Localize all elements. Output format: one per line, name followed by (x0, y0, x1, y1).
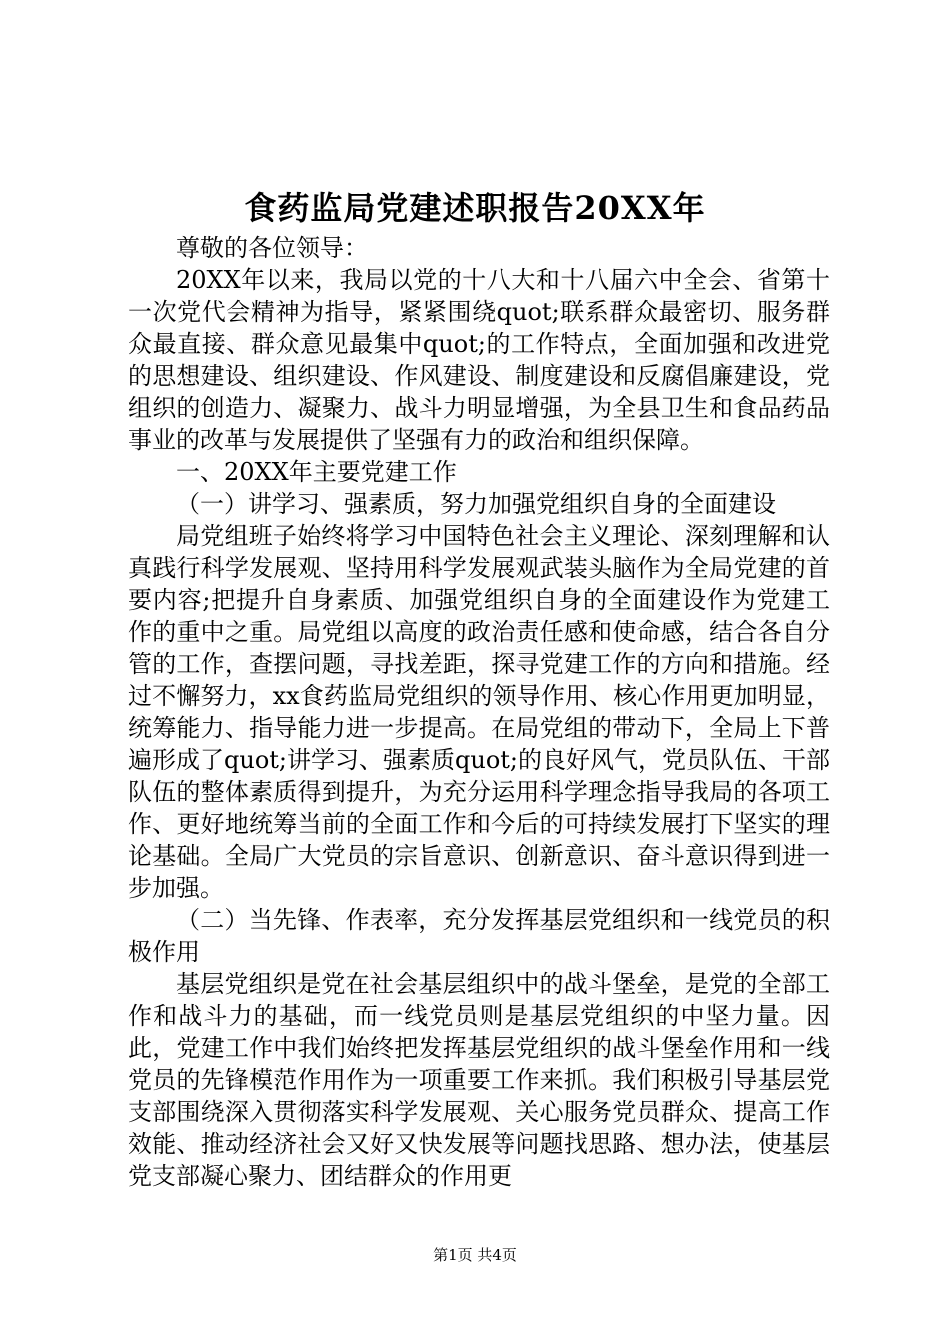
page-footer: 第1页 共4页 (433, 1246, 517, 1264)
document-body (128, 232, 830, 1192)
section-heading: 一、20XX年主要党建工作 (176, 458, 457, 486)
document-title: 食药监局党建述职报告20XX年 (244, 189, 706, 227)
intro-paragraph: 20XX年以来，我局以党的十八大和十八届六中全会、省第十一次党代会精神为指导，紧紧围绕quot;联系群众最密切、服务群众最直接、群众意见最集中quot;的工作特点，全面加强和改进党的思想建设、组织建设、作风建设、制度建设和反腐倡廉建设，党组织的创造力、凝聚力、战斗力明显增强，为全县卫生和食品药品事业的改革与发展提供了坚强有力的政治和组织保障。 (128, 266, 830, 454)
salutation-paragraph: 尊敬的各位领导： (176, 234, 368, 262)
subsection-heading-1: （一）讲学习、强素质，努力加强党组织自身的全面建设 (176, 490, 776, 518)
body-paragraph-2: 基层党组织是党在社会基层组织中的战斗堡垒，是党的全部工作和战斗力的基础，而一线党员则是基层党组织的中坚力量。因此，党建工作中我们始终把发挥基层党组织的战斗堡垒作用和一线党员的先锋模范作用作为一项重要工作来抓。我们积极引导基层党支部围绕深入贯彻落实科学发展观、关心服务党员群众、提高工作效能、推动经济社会又好又快发展等问题找思路、想办法，使基层党支部凝心聚力、团结群众的作用更 (128, 970, 830, 1190)
body-paragraph-1: 局党组班子始终将学习中国特色社会主义理论、深刻理解和认真践行科学发展观、坚持用科学发展观武装头脑作为全局党建的首要内容;把提升自身素质、加强党组织自身的全面建设作为党建工作的重中之重。局党组以高度的政治责任感和使命感，结合各自分管的工作，查摆问题，寻找差距，探寻党建工作的方向和措施。经过不懈努力，xx食药监局党组织的领导作用、核心作用更加明显，统筹能力、指导能力进一步提高。在局党组的带动下，全局上下普遍形成了quot;讲学习、强素质quot;的良好风气，党员队伍、干部队伍的整体素质得到提升，为充分运用科学理念指导我局的各项工作、更好地统筹当前的全面工作和今后的可持续发展打下坚实的理论基础。全局广大党员的宗旨意识、创新意识、奋斗意识得到进一步加强。 (128, 522, 830, 902)
subsection-heading-2: （二）当先锋、作表率，充分发挥基层党组织和一线党员的积极作用 (128, 906, 830, 966)
